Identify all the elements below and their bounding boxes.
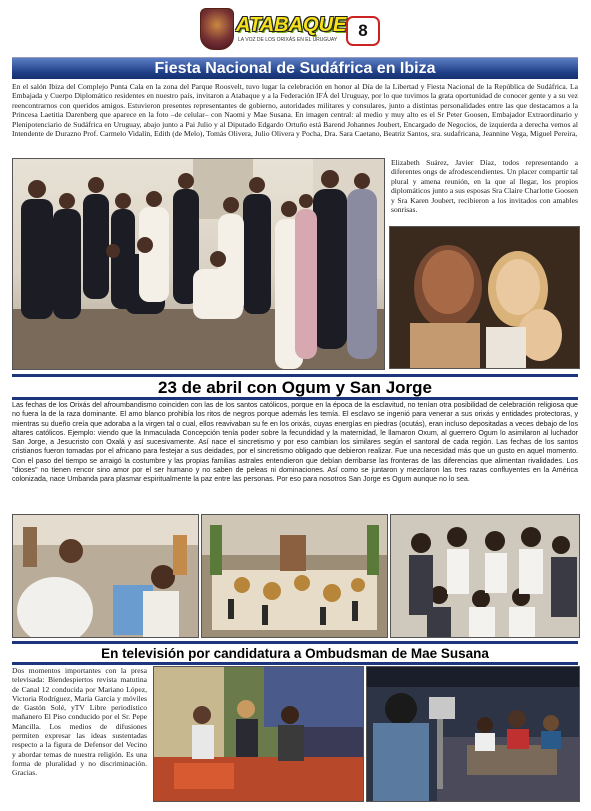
article3-bottom-rule <box>12 662 578 665</box>
article3-body: Dos momentos importantes con la presa televisada: Biendespiertos revista matutina de Canal 12 conducida por Mariano López, Victoria Rodríguez, María García y móviles de Gastón Solé, yTV Libre periodístico mañanero El Piso conducido por el Sr. Pepe Mancilla. Los medios de difusiones permiten expresar las ideas sustentadas respecto a la figura de Defensor del Vecino y abordar temas de nuestra religión. Es una forma de pluralidad y no discriminación. Gracias. <box>12 666 147 778</box>
article1-body-continued: Elizabeth Suárez, Javier Díaz, todos representando a diferentes ongs de afrodescendientes. Un placer compartir tal plural y amena reunión, en la que al llegar, los propios diplomáticos junto a sus esposas Sra Claire Charlotte Goosen y Sra Karen Joubert, recibieron a los invitados con amables sonrisas. <box>391 158 578 215</box>
photo-princess-selfie <box>389 226 580 369</box>
masthead <box>0 0 591 52</box>
article1-headline: Fiesta Nacional de Sudáfrica en Ibiza <box>12 57 578 79</box>
article1-body: En el salón Ibiza del Complejo Punta Cala en la zona del Parque Roosvelt, tuvo lugar la celebración en honor al Día de la Libertad y Fiesta Nacional de la República de Sudáfrica. La Embajada y Cuerpo Diplomático residentes en nuestro país, invitaron a Atabaque y a la Federación IFÁ del Uruguay, por lo que tuvimos la grata oportunidad de conocer gente y a su vez reencontrarnos con queridos amigos. Estuvieron presentes representantes de gobierno, autoridades militares y consulares, junto a distintas personalidades entre las que destacamos a la Princesa Laetitia Darenberg que aparece en la foto –de celular– con Naomi y Mae Susana. En imagen central: al medio y muy alto es el Sr Peter Goosen, Embajador Extraordinario y Plenipotenciario de Sudáfrica en Uruguay, abajo junto a Pai Julio y al Diputado Edgardo Ortuño está Barend Johannes Joubert, Encargado de Negocios, de izquierda a derecha vemos al Intendente de Durazno Prof. Carmelo Vidalín, Edith (de Melo), Tomás Olivera, Julio Olivera y Pocha, Dra. Sara Caetano, Beatriz Santos, sra. sudafricana, Jeannine Vega, Miguel Pereira, <box>12 82 578 139</box>
article2-bottom-rule <box>12 397 578 400</box>
brand-tagline: LA VOZ DE LOS ORIXÁS EN EL URUGUAY <box>238 37 338 43</box>
article2-headline: 23 de abril con Ogum y San Jorge <box>158 378 432 397</box>
group-photo-ambassador <box>12 158 385 370</box>
page-number: 8 <box>346 16 380 46</box>
photo-altar-offerings <box>201 514 388 638</box>
photo-group-umbanda <box>390 514 580 638</box>
photo-ceremony-child <box>12 514 199 638</box>
brand-name: ATABAQUE <box>236 14 347 36</box>
atabaque-drum-logo-icon <box>200 8 234 50</box>
photo-tv-studio-set <box>153 666 364 802</box>
article2-body: Las fechas de los Orixás del afroumbandismo coinciden con las de los santos católicos, porque en la época de la esclavitud, no tenían otra posibilidad de celebración religiosa que no fuera la de la raza dominante. El amo blanco prohibía los ritos de negros porque además les temía. El esclavo se ingenió para venerar a sus orixás y entidades protectoras, y mientras su dueño creía que adoraba a la virgen tal o cual, ellos reavivaban su fe en los orixás, cuyas energías en piedras (ocutás), eran incluso depositadas a veces debajo de los altares católicos. Ejemplo: viendo que la Inmaculada Concepción tenía poder sobre la fecundidad y la maternidad, le llamaron Oxum, al guerrero Ogum lo asimilaron al luchador San Jorge, a Jesucristo con Oxalá y así sucesivamente. Así nace el sincretismo y por eso cambian los similares según el santoral de cada región. Las fechas de los santos cristianos fueron tomadas por el africano para festejar a sus deidades, por el sincretismo obligado que debieron realizar. Fue una necesidad más que un gusto en aquel momento. Con el paso del tiempo se arraigó la costumbre y las propias familias astrales entendieron que debían derribarse las fronteras de las diferencias que alimentan rivalidades. Los "dioses" no tienen rencor sino amor por el ser humano y no saben de peleas ni dominaciones. Así como se juntaron y mezclaron las tres razas confluyentes en la América colonizada, nace Umbanda para plasmar espiritualmente la paz entre las personas. Por eso para nosotros San Jorge es Ogum aunque no lo sea. <box>12 401 578 484</box>
article3-headline: En televisión por candidatura a Ombudsman de Mae Susana <box>101 646 489 661</box>
photo-tv-libre-studio <box>366 666 580 802</box>
